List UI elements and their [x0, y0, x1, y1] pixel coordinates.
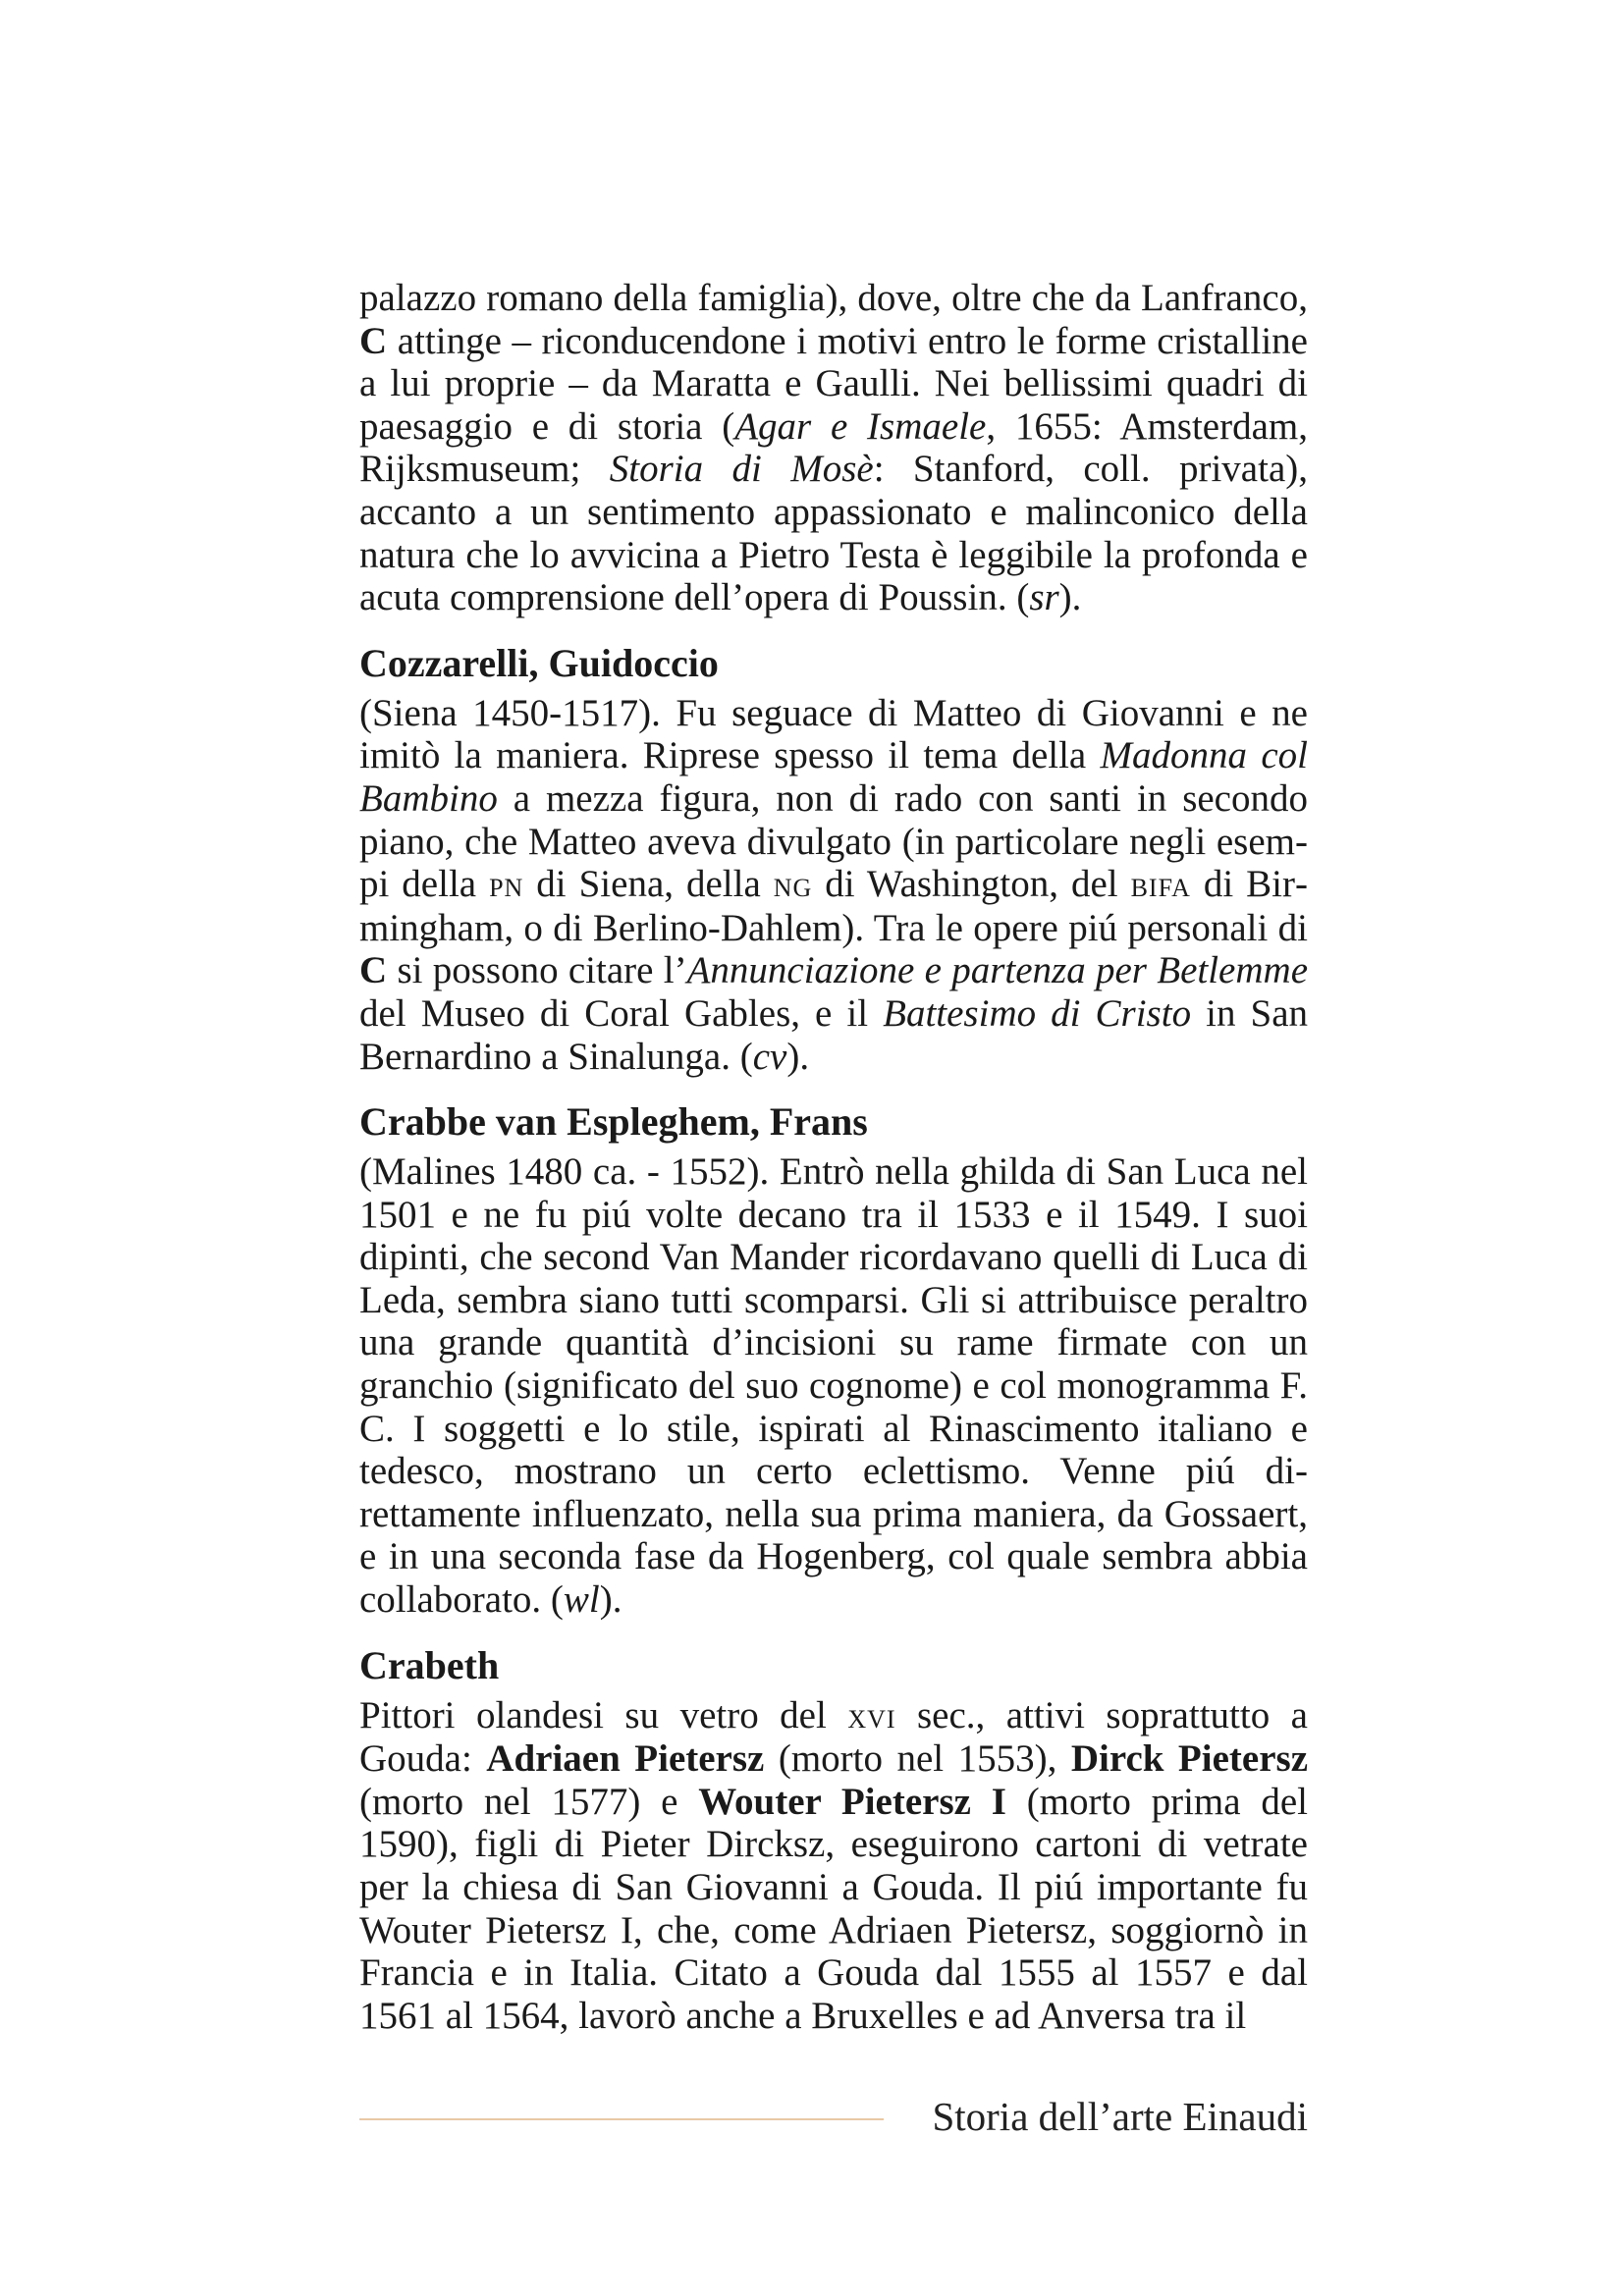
bold-text: Adriaen Pietersz	[486, 1737, 765, 1781]
entry-crabeth	[359, 1643, 1308, 2038]
text-run: , 1655: Amsterdam, Rijksmuseum;	[359, 404, 1308, 491]
text-run: ).	[599, 1578, 622, 1622]
entry-title: Crabeth	[359, 1642, 500, 1687]
entry-body	[359, 1150, 1308, 1622]
small-caps-text: bifa	[1130, 865, 1191, 906]
italic-text: Agar e Ismaele	[734, 404, 987, 448]
entry-title: Cozzarelli, Guidoccio	[359, 640, 719, 685]
text-run: ).	[1058, 576, 1082, 619]
text-run: (morto nel 1553),	[764, 1737, 1071, 1781]
text-run: del Museo di Coral Gables, e il	[359, 991, 884, 1035]
text-run: di Birmingham, o di Berlino-Dahlem). Tra le opere piú personali di	[359, 863, 1309, 949]
text-run: : Stanford, coll. privata), accanto a un sentimento appassionato e malinconico della natura che lo avvicina a Pietro Testa è leggibile la profonda e acuta comprensione dell’opera di Poussin. (	[359, 448, 1308, 619]
text-run: (Siena 1450-1517). Fu seguace di Matteo di Giovanni e ne imitò la maniera. Riprese spesso il tema della	[359, 691, 1308, 777]
page-footer	[359, 2093, 1308, 2142]
text-run: attinge – riconducendone i motivi entro le forme cristalline a lui proprie – da Maratta e Gaulli. Nei bellissimi quadri di paesaggio e di storia (	[359, 319, 1308, 448]
text-run: a mezza figura, non di rado con santi in secondo piano, che Matteo aveva divulgato (in particolare negli esempi della	[359, 776, 1308, 906]
text-run: di Siena, della	[523, 863, 774, 906]
text-run: sec., attivi soprattutto a Gouda:	[359, 1693, 1308, 1781]
italic-text: Madonna col Bambino	[359, 734, 1308, 820]
text-run: palazzo romano della famiglia), dove, oltre che da Lanfranco,	[359, 277, 1308, 319]
italic-text: wl	[563, 1578, 600, 1622]
bold-text: C	[359, 949, 388, 992]
small-caps-text: pn	[489, 865, 524, 906]
text-run: Pittori olandesi su vetro del	[359, 1693, 848, 1736]
footer-rule	[359, 2118, 884, 2120]
text-run: ).	[786, 1035, 810, 1078]
italic-text: Annunciazione e partenza per Betlemme	[686, 949, 1309, 992]
italic-text: Storia di Mosè	[609, 448, 874, 491]
text-run: (morto nel 1577) e	[359, 1780, 699, 1823]
bold-text: Dirck Pietersz	[1070, 1737, 1308, 1781]
small-caps-text: ng	[773, 865, 813, 906]
italic-text: sr	[1029, 576, 1059, 619]
bold-text: C	[359, 319, 388, 362]
italic-text: cv	[752, 1035, 787, 1078]
text-run: in San Bernardino a Sinalunga. (	[359, 991, 1308, 1078]
footer-publisher-text: Storia dell’arte Einaudi	[932, 2094, 1308, 2139]
small-caps-text: xvi	[847, 1695, 896, 1736]
page-content	[359, 277, 1308, 2037]
bold-text: Wouter Pietersz I	[698, 1780, 1006, 1823]
text-run: di Washington, del	[812, 863, 1131, 906]
italic-text: Battesimo di Cristo	[883, 991, 1192, 1035]
text-run: (morto prima del 1590), figli di Pieter Dircksz, eseguirono cartoni di vetrate per la chiesa di San Giovanni a Gouda. Il piú importante fu Wouter Pietersz I, che, come Adriaen Pietersz, soggiornò in Francia e in Italia. Citato a Gouda dal 1555 al 1557 e dal 1561 al 1564, lavorò anche a Bruxelles e ad Anversa tra il	[359, 1780, 1308, 2037]
entry-crabbe	[359, 1099, 1308, 1622]
text-run: (Malines 1480 ca. - 1552). Entrò nella ghilda di San Luca nel 1501 e ne fu piú volte decano tra il 1533 e il 1549. I suoi dipinti, che second Van Mander ricordavano quelli di Luca di Leda, sembra siano tutti scomparsi. Gli si attribuisce peraltro una grande quantità d’incisioni su rame firmate con un granchio (significato del suo cognome) e col monogramma F. C. I soggetti e lo stile, ispirati al Rinascimento italiano e tedesco, mostrano un certo eclettismo. Venne piú direttamente influenzato, nella sua prima maniera, da Gossaert, e in una seconda fase da Hogenberg, col quale sembra abbia collaborato. (	[359, 1150, 1308, 1622]
entry-body	[359, 692, 1308, 1078]
entry-title: Crabbe van Espleghem, Frans	[359, 1099, 868, 1145]
entry-cozzarelli	[359, 641, 1308, 1078]
text-run: si possono citare l’	[387, 949, 687, 992]
entry-body	[359, 1694, 1308, 2038]
intro-paragraph	[359, 277, 1308, 619]
